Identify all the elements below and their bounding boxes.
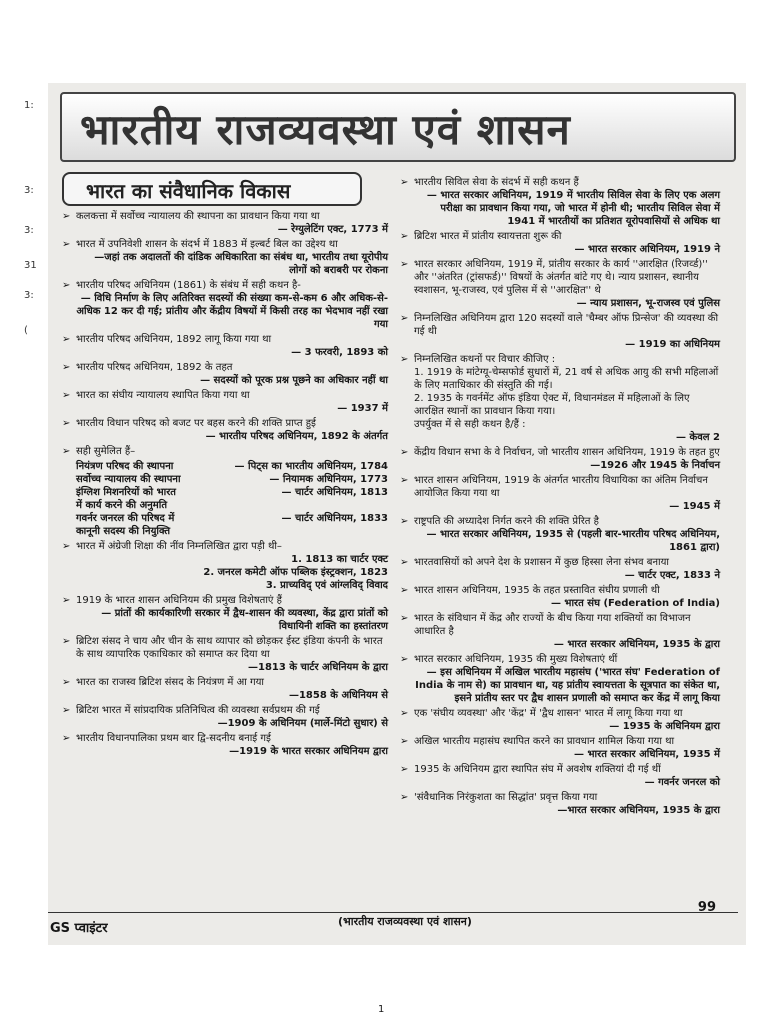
left-margin-strip	[10, 100, 48, 520]
arrow-icon: ➢	[400, 613, 409, 624]
arrow-icon: ➢	[400, 475, 409, 486]
arrow-icon: ➢	[62, 334, 71, 345]
right-column	[400, 176, 720, 819]
arrow-icon: ➢	[62, 239, 71, 250]
qa-item: ➢ भारतीय विधानपालिका प्रथम बार द्वि-सदनीय बनाई गई —1919 के भारत सरकार अधिनियम द्वारा	[62, 733, 388, 757]
qa-item: ➢ अखिल भारतीय महासंघ स्थापित करने का प्रावधान शामिल किया गया था — भारत सरकार अधिनियम, 1935 में	[400, 736, 720, 760]
qa-item: ➢ भारत शासन अधिनियम, 1935 के तहत प्रस्तावित संघीय प्रणाली थी — भारत संघ (Federation of India)	[400, 585, 720, 609]
match-row: इंग्लिश मिशनरियों को भारत — चार्टर अधिनियम, 1813	[76, 487, 388, 498]
qa-item: ➢ ब्रिटिश संसद ने चाय और चीन के साथ व्यापार को छोड़कर ईस्ट इंडिया कंपनी के भारत के साथ व्यापारिक एकाधिकार को समाप्त कर दिया था —1813 के चार्टर अधिनियम के द्वारा	[62, 636, 388, 673]
qa-item: ➢ भारतीय परिषद अधिनियम, 1892 के तहत — सदस्यों को पूरक प्रश्न पूछने का अधिकार नहीं था	[62, 362, 388, 386]
arrow-icon: ➢	[62, 636, 71, 647]
arrow-icon: ➢	[62, 418, 71, 429]
qa-item: ➢ 1919 के भारत शासन अधिनियम की प्रमुख विशेषताएं हैं — प्रांतों की कार्यकारिणी सरकार में द्वैध-शासन की व्यवस्था, केंद्र द्वारा प्रांतों को विधायिनी शक्ति का हस्तांतरण	[62, 595, 388, 632]
margin-mark: 3:	[24, 225, 34, 236]
qa-item: ➢ भारत में उपनिवेशी शासन के संदर्भ में 1883 में इल्बर्ट बिल का उद्देश्य था —जहां तक अदालतों की दांडिक अधिकारिता का संबंध था, भारतीय तथा यूरोपीय लोगों को बराबरी पर रोकना	[62, 239, 388, 276]
section-heading-box	[62, 172, 362, 206]
arrow-icon: ➢	[62, 446, 71, 457]
arrow-icon: ➢	[62, 595, 71, 606]
match-row: नियंत्रण परिषद की स्थापना — पिट्स का भारतीय अधिनियम, 1784	[76, 461, 388, 472]
arrow-icon: ➢	[62, 541, 71, 552]
qa-item: ➢ ब्रिटिश भारत में सांप्रदायिक प्रतिनिधित्व की व्यवस्था सर्वप्रथम की गई —1909 के अधिनियम (मार्ले-मिंटो सुधार) से	[62, 705, 388, 729]
qa-item: ➢ भारत शासन अधिनियम, 1919 के अंतर्गत भारतीय विधायिका का अंतिम निर्वाचन आयोजित किया गया था — 1945 में	[400, 475, 720, 512]
match-row: सर्वोच्च न्यायालय की स्थापना — नियामक अधिनियम, 1773	[76, 474, 388, 485]
margin-mark: 31	[24, 260, 37, 271]
match-row: में कार्य करने की अनुमति	[76, 500, 168, 511]
qa-item: ➢ भारत के संविधान में केंद्र और राज्यों के बीच किया गया शक्तियों का विभाजन आधारित है — भारत सरकार अधिनियम, 1935 के द्वारा	[400, 613, 720, 650]
footer-rule	[48, 912, 738, 913]
footer-brand: GS प्वाइंटर	[50, 921, 108, 936]
consider-item: ➢ निम्नलिखित कथनों पर विचार कीजिए : 1. 1919 के मांटेग्यू-चेम्सफोर्ड सुधारों में, 21 वर्ष से अधिक आयु की सभी महिलाओं के लिए मताधिकार की संस्तुति की गई। 2. 1935 के गवर्नमेंट ऑफ इंडिया ऐक्ट में, विधानमंडल में महिलाओं के लिए आरक्षित स्थानों का प्रावधान किया गया। उपर्युक्त में से सही कथन है/हैं : — केवल 2	[400, 354, 720, 443]
margin-mark: 1:	[24, 100, 34, 111]
arrow-icon: ➢	[62, 733, 71, 744]
arrow-icon: ➢	[400, 231, 409, 242]
document-page-number: 1	[378, 1004, 385, 1015]
margin-mark: 3:	[24, 290, 34, 301]
qa-item: ➢ 'संवैधानिक निरंकुशता का सिद्धांत' प्रवृत्त किया गया —भारत सरकार अधिनियम, 1935 के द्वारा	[400, 792, 720, 816]
arrow-icon: ➢	[400, 654, 409, 665]
qa-item: ➢ भारत का संघीय न्यायालय स्थापित किया गया था — 1937 में	[62, 390, 388, 414]
arrow-icon: ➢	[62, 705, 71, 716]
qa-item: ➢ निम्नलिखित अधिनियम द्वारा 120 सदस्यों वाले 'चैम्बर ऑफ प्रिन्सेज' की व्यवस्था की गई थी — 1919 का अधिनियम	[400, 313, 720, 350]
qa-item: ➢ एक 'संघीय व्यवस्था' और 'केंद्र' में 'द्वैध शासन' भारत में लागू किया गया था — 1935 के अधिनियम द्वारा	[400, 708, 720, 732]
arrow-icon: ➢	[62, 362, 71, 373]
arrow-icon: ➢	[400, 736, 409, 747]
qa-item: ➢ भारतीय परिषद अधिनियम, 1892 लागू किया गया था — 3 फरवरी, 1893 को	[62, 334, 388, 358]
statement: 1. 1919 के मांटेग्यू-चेम्सफोर्ड सुधारों में, 21 वर्ष से अधिक आयु की सभी महिलाओं के लिए मताधिकार की संस्तुति की गई।	[414, 367, 719, 391]
qa-item: ➢ भारतवासियों को अपने देश के प्रशासन में कुछ हिस्सा लेना संभव बनाया — चार्टर एक्ट, 1833 ने	[400, 557, 720, 581]
statement: 2. 1935 के गवर्नमेंट ऑफ इंडिया ऐक्ट में, विधानमंडल में महिलाओं के लिए आरक्षित स्थानों का प्रावधान किया गया।	[414, 393, 690, 417]
section-title: भारत का संवैधानिक विकास	[86, 179, 291, 203]
qa-item: ➢ भारतीय विधान परिषद को बजट पर बहस करने की शक्ति प्राप्त हुई — भारतीय परिषद अधिनियम, 1892 के अंतर्गत	[62, 418, 388, 442]
matched-list: ➢ सही सुमेलित हैं–	[62, 446, 136, 457]
left-column	[62, 210, 388, 760]
qa-item: ➢ 1935 के अधिनियम द्वारा स्थापित संघ में अवशेष शक्तियां दी गई थीं — गवर्नर जनरल को	[400, 764, 720, 788]
page-footer	[48, 900, 746, 938]
chapter-banner	[60, 92, 736, 162]
qa-item: ➢ केंद्रीय विधान सभा के वे निर्वाचन, जो भारतीय शासन अधिनियम, 1919 के तहत हुए —1926 और 1945 के निर्वाचन	[400, 447, 720, 471]
arrow-icon: ➢	[400, 447, 409, 458]
arrow-icon: ➢	[62, 211, 71, 222]
margin-mark: 3:	[24, 185, 34, 196]
arrow-icon: ➢	[400, 177, 409, 188]
arrow-icon: ➢	[400, 313, 409, 324]
match-row: कानूनी सदस्य की नियुक्ति	[76, 526, 171, 537]
statement-tail: उपर्युक्त में से सही कथन है/हैं :	[414, 419, 526, 430]
match-row: गवर्नर जनरल की परिषद में — चार्टर अधिनियम, 1833	[76, 513, 388, 524]
qa-item: ➢ भारत सरकार अधिनियम, 1935 की मुख्य विशेषताएं थीं — इस अधिनियम में अखिल भारतीय महासंघ ('भारत संघ' Federation of India के नाम से) का प्रावधान था, यह प्रांतीय स्वायत्तता के सूत्रपात का संकेत था, इसने प्रांतीय स्तर पर द्वैध शासन प्रणाली को समाप्त कर केंद्र में लागू किया	[400, 654, 720, 704]
book-page-number: 99	[697, 900, 716, 915]
arrow-icon: ➢	[62, 280, 71, 291]
arrow-icon: ➢	[400, 708, 409, 719]
qa-item: ➢ भारतीय सिविल सेवा के संदर्भ में सही कथन हैं — भारत सरकार अधिनियम, 1919 में भारतीय सिविल सेवा के लिए एक अलग परीक्षा का प्रावधान किया गया, जो भारत में होनी थी; भारतीय सिविल सेवा में 1941 में भारतीयों का प्रतिशत यूरोपवासियों से अधिक था	[400, 177, 720, 227]
arrow-icon: ➢	[400, 557, 409, 568]
arrow-icon: ➢	[400, 792, 409, 803]
margin-mark: (	[24, 325, 28, 336]
qa-item: ➢ भारत में अंग्रेजी शिक्षा की नींव निम्नलिखित द्वारा पड़ी थी– 1. 1813 का चार्टर एक्ट 2. जनरल कमेटी ऑफ पब्लिक इंस्ट्रक्शन, 1823 3. प्राच्यविद् एवं आंग्लविद् विवाद	[62, 541, 388, 591]
qa-item: ➢ राष्ट्रपति की अध्यादेश निर्गत करने की शक्ति प्रेरित है — भारत सरकार अधिनियम, 1935 से (पहली बार-भारतीय परिषद अधिनियम, 1861 द्वारा)	[400, 516, 720, 553]
arrow-icon: ➢	[400, 516, 409, 527]
arrow-icon: ➢	[62, 677, 71, 688]
qa-item: ➢ कलकत्ता में सर्वोच्च न्यायालय की स्थापना का प्रावधान किया गया था — रेग्युलेटिंग एक्ट, 1773 में	[62, 211, 388, 235]
arrow-icon: ➢	[400, 354, 409, 365]
arrow-icon: ➢	[400, 585, 409, 596]
arrow-icon: ➢	[62, 390, 71, 401]
qa-item: ➢ ब्रिटिश भारत में प्रांतीय स्वायत्तता शुरू की — भारत सरकार अधिनियम, 1919 ने	[400, 231, 720, 255]
arrow-icon: ➢	[400, 764, 409, 775]
arrow-icon: ➢	[400, 259, 409, 270]
footer-subtitle: (भारतीय राजव्यवस्था एवं शासन)	[338, 915, 472, 928]
qa-item: ➢ भारत सरकार अधिनियम, 1919 में, प्रांतीय सरकार के कार्य ''आरक्षित (रिजर्व्ड)'' और ''अंतरित (ट्रांसफर्ड)'' विषयों के अंतर्गत बांटे गए थे। न्याय प्रशासन, स्थानीय स्वशासन, भू-राजस्व, एवं पुलिस में से ''आरक्षित'' थे — न्याय प्रशासन, भू-राजस्व एवं पुलिस	[400, 259, 720, 309]
qa-item: ➢ भारतीय परिषद अधिनियम (1861) के संबंध में सही कथन है- — विधि निर्माण के लिए अतिरिक्त सदस्यों की संख्या कम-से-कम 6 और अधिक-से-अधिक 12 कर दी गई; प्रांतीय और केंद्रीय विषयों में किसी तरह का भेदभाव नहीं रखा गया	[62, 280, 388, 330]
qa-item: ➢ भारत का राजस्व ब्रिटिश संसद के नियंत्रण में आ गया —1858 के अधिनियम से	[62, 677, 388, 701]
chapter-title: भारतीय राजव्यवस्था एवं शासन	[80, 105, 571, 154]
